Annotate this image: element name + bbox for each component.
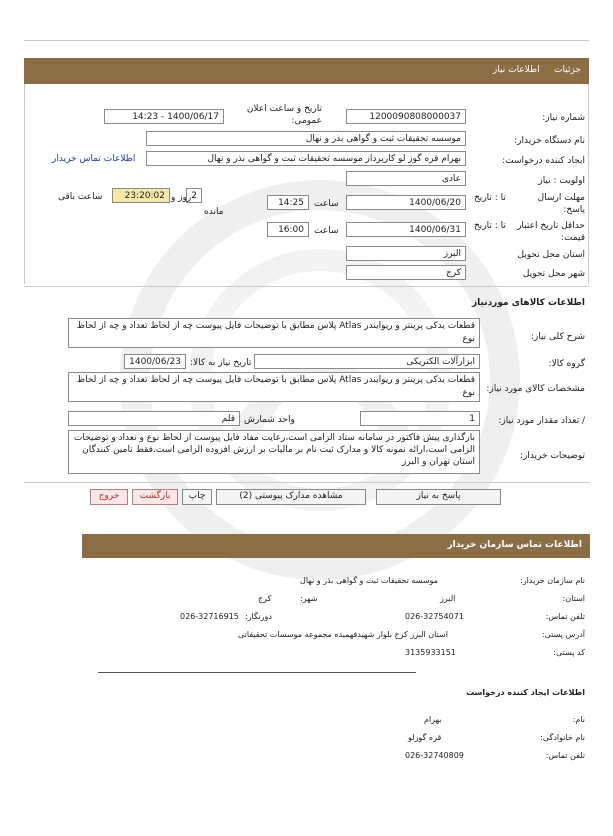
buyer-contact-link[interactable]: اطلاعات تماس خریدار — [52, 154, 136, 164]
price-time-field: 16:00 — [267, 222, 309, 237]
remaining-time-field: 23:20:02 — [112, 188, 170, 203]
quantity-label: / تعداد مقدار مورد نیاز: — [498, 416, 585, 426]
delivery-province-label: استان محل تحویل — [517, 250, 585, 260]
price-to-date-label: تا : تاریخ — [474, 221, 506, 231]
contact-address-value: استان البرز کرج بلوار شهیدفهمیده مجموعه موسسات تحقیقاتی — [238, 630, 448, 639]
send-date-field: 1400/06/20 — [346, 195, 466, 210]
priority-label: اولویت : نیاز — [538, 176, 585, 186]
need-summary-field: قطعات یدکی پرینتر و ریوایندر Atlas پلاس مطابق با توضیحات فایل پیوست چه از لحاظ تعداد و چه از لحاظ نوع — [68, 318, 480, 348]
contact-postal-value: 3135933151 — [405, 648, 456, 657]
contact-org-label: نام سازمان خریدار: — [520, 576, 585, 585]
top-divider — [24, 40, 589, 41]
goods-group-label: گروه کالا: — [548, 359, 585, 369]
quantity-field: 1 — [360, 411, 480, 426]
creator-family-label: نام خانوادگی: — [540, 733, 585, 742]
back-button[interactable]: بازگشت — [132, 489, 178, 505]
attachments-button[interactable]: مشاهده مدارک پیوستی (2) — [216, 489, 366, 505]
section-divider — [24, 286, 589, 287]
need-date-field: 1400/06/23 — [124, 354, 186, 369]
delivery-city-field: کرج — [346, 265, 466, 280]
buyer-notes-field: بارگذاری پیش فاکتور در سامانه ستاد الزامی است،رعایت مفاد فایل پیوست از لحاظ نوع و تعداد و توضیحات الزامی است،ارائه نمونه کالا و مدارک ثبت نام بر مالیات بر ارزش افزوده الزامی است.فقط تامین کنندگان استان تهران و البرز — [68, 430, 480, 474]
remaining-days-field: 2 — [186, 188, 202, 203]
contact-city-label: شهر: — [300, 594, 318, 603]
contact-phone-value: 026-32754071 — [405, 612, 464, 621]
goods-spec-field: قطعات یدکی پرینتر و ریوایندر Atlas پلاس مطابق با توضیحات فایل پیوست چه از لحاظ تعداد و چه از لحاظ نوع — [68, 372, 480, 402]
buyer-org-field: موسسه تحقیقات ثبت و گواهی بذر و نهال — [146, 131, 466, 146]
goods-group-field: ابزارآلات الکتریکی — [254, 354, 480, 369]
page-header-bar — [24, 58, 589, 84]
unit-label: واحد شمارش — [244, 415, 295, 425]
remaining-time-suffix: ساعت باقی — [58, 192, 103, 202]
creator-phone-value: 026-32740809 — [405, 751, 464, 760]
goods-spec-label: مشخصات کالای مورد نیاز: — [486, 384, 585, 394]
creator-name-value: بهرام — [424, 715, 442, 724]
announce-label: تاریخ و ساعت اعلان عمومی: — [246, 104, 322, 126]
remaining-days-label: روز و — [171, 193, 192, 203]
send-time-field: 14:25 — [267, 195, 309, 210]
section-frame-right — [588, 84, 589, 284]
creator-field: بهرام قره گوز لو کارپرداز موسسه تحقیقات ثبت و گواهی بذر و نهال — [146, 151, 466, 166]
need-date-label: تاریخ نیاز به کالا: — [190, 358, 252, 368]
contact-fax-value: 026-32716915 — [180, 612, 239, 621]
price-validity-label: حداقل تاریخ اعتبار قیمت: — [517, 221, 585, 243]
creator-name-label: نام: — [572, 715, 585, 724]
contact-province-value: البرز — [440, 594, 456, 603]
delivery-province-field: البرز — [346, 246, 466, 261]
contact-fax-label: دورنگار: — [245, 612, 272, 621]
price-date-field: 1400/06/31 — [346, 222, 466, 237]
section-frame-left — [24, 84, 25, 284]
need-number-label: شماره نیاز: — [542, 113, 585, 123]
contact-section-bar: اطلاعات تماس سازمان خریدار — [82, 534, 590, 558]
send-time-label: ساعت — [314, 199, 339, 209]
unit-field: قلم — [68, 411, 240, 426]
creator-phone-label: تلفن تماس: — [545, 751, 585, 760]
creator-label: ایجاد کننده درخواست: — [502, 156, 585, 166]
buyer-org-label: نام دستگاه خریدار: — [514, 136, 585, 146]
priority-field: عادی — [346, 171, 466, 186]
print-button[interactable]: چاپ — [182, 489, 212, 505]
reply-button[interactable]: پاسخ به نیاز — [376, 489, 501, 505]
goods-section-title: اطلاعات کالاهای موردنیاز — [471, 298, 585, 308]
contact-province-label: استان: — [562, 594, 585, 603]
price-time-label: ساعت — [314, 226, 339, 236]
remaining-label: مانده — [204, 207, 224, 217]
send-to-date-label: تا : تاریخ — [474, 193, 506, 203]
creator-family-value: قره گوزلو — [408, 733, 442, 742]
breadcrumb-details[interactable]: جزئیات — [554, 65, 581, 75]
breadcrumb-need-info[interactable]: اطلاعات نیاز — [492, 65, 540, 75]
contact-postal-label: کد پستی: — [553, 648, 585, 657]
contact-city-value: کرج — [258, 594, 272, 603]
contact-address-label: آدرس پستی: — [541, 630, 585, 639]
buyer-notes-label: توضیحات خریدار: — [519, 451, 585, 461]
exit-button[interactable]: خروج — [90, 489, 128, 505]
need-summary-label: شرح کلی نیاز: — [530, 332, 585, 342]
delivery-city-label: شهر محل تحویل — [522, 269, 585, 279]
need-number-field: 1200090808000037 — [346, 109, 466, 124]
contact-divider — [98, 672, 416, 673]
actions-divider — [24, 482, 589, 483]
creator-info-title: اطلاعات ایجاد کننده درخواست — [466, 688, 585, 697]
send-deadline-label: مهلت ارسال پاسخ: — [537, 193, 585, 215]
contact-org-value: موسسه تحقیقات ثبت و گواهی بذر و نهال — [300, 576, 438, 585]
announce-field: 1400/06/17 - 14:23 — [104, 109, 224, 124]
contact-phone-label: تلفن تماس: — [545, 612, 585, 621]
